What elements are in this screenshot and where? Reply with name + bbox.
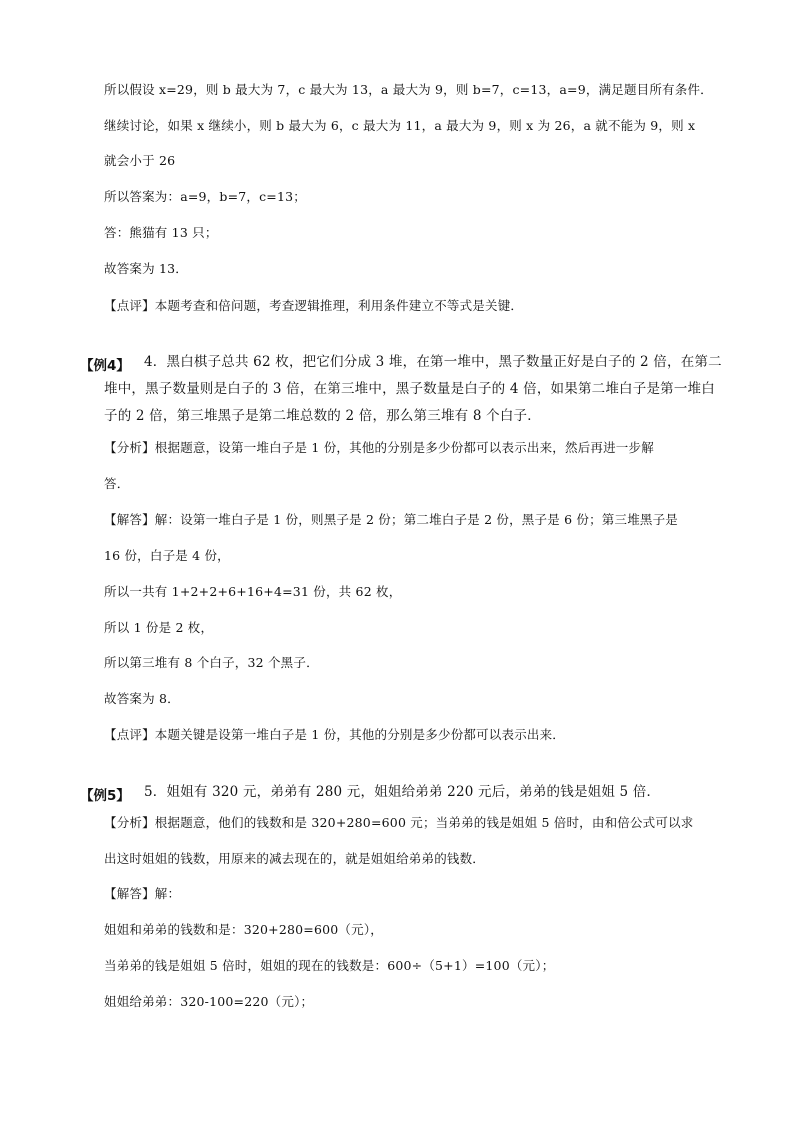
example-4-comment: 【点评】本题关键是设第一堆白子是 1 份，其他的分别是多少份都可以表示出来． (104, 727, 566, 742)
text-line: 故答案为 13． (104, 261, 188, 276)
example-4-answer: 所以一共有 1+2+2+6+16+4=31 份，共 62 枚， (104, 584, 402, 599)
example-4-answer: 故答案为 8． (104, 691, 180, 706)
example-4-analysis: 【分析】根据题意，设第一堆白子是 1 份，其他的分别是多少份都可以表示出来，然后再进一步解 (104, 440, 654, 455)
example-4-analysis: 答． (104, 476, 130, 491)
example-4-question: 堆中，黑子数量则是白子的 3 倍，在第三堆中，黑子数量是白子的 4 倍，如果第二堆白子是第一堆白 (104, 381, 715, 397)
text-line: 所以假设 x=29，则 b 最大为 7，c 最大为 13，a 最大为 9，则 b=7，c=13，a=9，满足题目所有条件． (104, 82, 713, 97)
example-5-answer: 当弟弟的钱是姐姐 5 倍时，姐姐的现在的钱数是：600÷（5+1）=100（元）； (104, 958, 555, 973)
example-5-answer: 姐姐和弟弟的钱数和是：320+280=600（元）， (104, 922, 383, 937)
example-4-answer: 所以第三堆有 8 个白子，32 个黑子． (104, 655, 319, 670)
example-5-answer: 【解答】解： (104, 886, 181, 901)
example-4-answer: 所以 1 份是 2 枚， (104, 620, 214, 635)
text-line: 就会小于 26 (104, 153, 176, 168)
example-4-answer: 16 份，白子是 4 份， (104, 548, 230, 563)
text-line: 所以答案为：a=9，b=7，c=13； (104, 189, 306, 204)
comment-line: 【点评】本题考查和倍问题，考查逻辑推理，利用条件建立不等式是关键． (104, 298, 524, 313)
text-line: 继续讨论，如果 x 继续小，则 b 最大为 6，c 最大为 11，a 最大为 9，则 x 为 26，a 就不能为 9，则 x (104, 118, 696, 133)
example-5-answer: 姐姐给弟弟：320-100=220（元）； (104, 994, 314, 1009)
example-4-label: 【例4】 (80, 358, 130, 374)
example-5-analysis: 【分析】根据题意，他们的钱数和是 320+280=600 元；当弟弟的钱是姐姐 5 倍时，由和倍公式可以求 (104, 815, 694, 830)
example-4-question: 子的 2 倍，第三堆黑子是第二堆总数的 2 倍，那么第三堆有 8 个白子． (104, 408, 541, 424)
example-5-question: 5．姐姐有 320 元，弟弟有 280 元，姐姐给弟弟 220 元后，弟弟的钱是姐姐 5 倍． (144, 784, 661, 800)
text-line: 答：熊猫有 13 只； (104, 225, 218, 240)
example-5-analysis: 出这时姐姐的钱数，用原来的减去现在的，就是姐姐给弟弟的钱数． (104, 851, 486, 866)
example-5-label: 【例5】 (80, 788, 130, 804)
example-4-answer: 【解答】解：设第一堆白子是 1 份，则黑子是 2 份；第二堆白子是 2 份，黑子是 6 份；第三堆黑子是 (104, 512, 679, 527)
example-4-question: 4．黑白棋子总共 62 枚，把它们分成 3 堆，在第一堆中，黑子数量正好是白子的 2 倍，在第二 (144, 354, 722, 370)
